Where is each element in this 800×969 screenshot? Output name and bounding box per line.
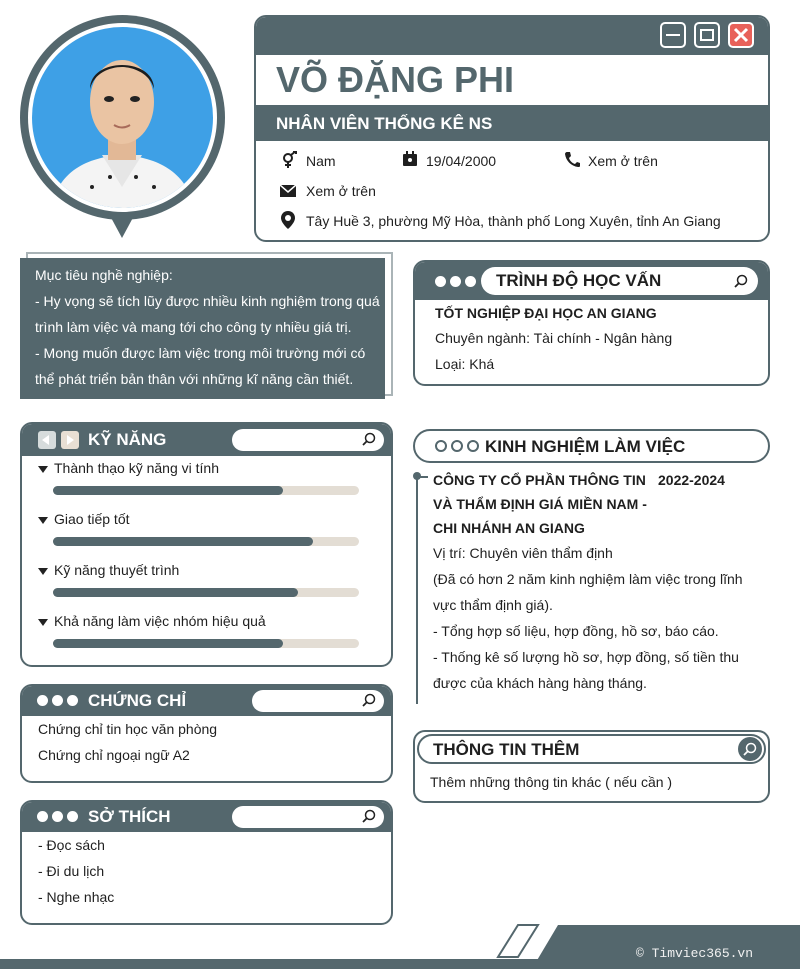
candidate-name: VÕ ĐẶNG PHI [276, 59, 515, 100]
search-icon [362, 432, 376, 446]
footer-watermark: © Timviec365.vn [636, 946, 754, 961]
skill-label: Kỹ năng thuyết trình [38, 562, 179, 578]
certificates-search-input[interactable] [252, 690, 384, 712]
skill-bar-fill [53, 588, 298, 597]
education-major: Chuyên ngành: Tài chính - Ngân hàng [435, 330, 673, 346]
skills-title: KỸ NĂNG [88, 430, 167, 449]
skill-bar-fill [53, 486, 283, 495]
education-card [413, 260, 770, 386]
experience-position: Vị trí: Chuyên viên thẩm định [433, 545, 613, 561]
education-school: TỐT NGHIỆP ĐẠI HỌC AN GIANG [435, 305, 657, 321]
experience-detail: vực thẩm định giá). [433, 597, 553, 613]
avatar-pointer [108, 212, 136, 238]
phone-value: Xem ở trên [588, 153, 658, 169]
window-dots [435, 276, 476, 287]
additional-title-bar [417, 734, 766, 764]
hobbies-search-input[interactable] [232, 806, 384, 828]
skill-bar-fill [53, 639, 283, 648]
skill-bar [53, 588, 359, 597]
birthday-value: 19/04/2000 [426, 153, 497, 169]
objective-box [20, 258, 385, 399]
job-title: NHÂN VIÊN THỐNG KÊ NS [276, 114, 493, 133]
objective-line: thể phát triển bản thân với những kĩ năng cần thiết. [35, 371, 354, 387]
additional-search-button[interactable] [738, 737, 762, 761]
additional-title: THÔNG TIN THÊM [433, 740, 580, 759]
window-dots [37, 811, 78, 822]
search-icon[interactable] [734, 274, 748, 288]
maximize-button[interactable] [694, 22, 720, 48]
header-card [254, 15, 770, 242]
certificate-item: Chứng chỉ tin học văn phòng [38, 721, 218, 737]
timeline-connector [418, 476, 428, 478]
email-value: Xem ở trên [306, 183, 376, 199]
skill-bar [53, 639, 359, 648]
skills-search-input[interactable] [232, 429, 384, 451]
certificates-card [20, 684, 393, 783]
hobbies-title: SỞ THÍCH [88, 807, 171, 826]
education-grade: Loại: Khá [435, 356, 495, 372]
experience-title: KINH NGHIỆM LÀM VIỆC [485, 437, 686, 456]
company-name: VÀ THẨM ĐỊNH GIÁ MIỀN NAM - [433, 496, 647, 512]
location-icon [281, 211, 295, 229]
experience-detail: được của khách hàng hàng tháng. [433, 675, 647, 691]
skill-label: Khả năng làm việc nhóm hiệu quả [38, 613, 266, 629]
skill-label: Giao tiếp tốt [38, 511, 130, 527]
window-dots [435, 440, 479, 452]
experience-detail: (Đã có hơn 2 năm kinh nghiệm làm việc trong lĩnh [433, 571, 743, 587]
objective-line: trình làm việc và mang tới cho công ty nhiều giá trị. [35, 319, 352, 335]
hobbies-card [20, 800, 393, 925]
phone-icon [564, 151, 581, 168]
skill-label: Thành thạo kỹ năng vi tính [38, 460, 219, 476]
window-dots [37, 695, 78, 706]
header-top-bar [256, 17, 768, 55]
back-arrow-icon[interactable] [38, 431, 56, 449]
gender-icon [280, 151, 298, 169]
objective-title: Mục tiêu nghề nghiệp: [35, 267, 173, 283]
timeline-line [416, 476, 418, 704]
address-value: Tây Huề 3, phường Mỹ Hòa, thành phố Long Xuyên, tỉnh An Giang [306, 213, 721, 229]
additional-card [413, 730, 770, 803]
experience-period: 2022-2024 [658, 472, 725, 488]
skill-bar-fill [53, 537, 313, 546]
skill-bar [53, 486, 359, 495]
search-icon [362, 693, 376, 707]
hobby-item: - Đi du lịch [38, 863, 105, 879]
skills-card [20, 422, 393, 667]
search-icon [743, 742, 757, 756]
additional-text: Thêm những thông tin khác ( nếu cần ) [430, 774, 673, 790]
experience-detail: - Thống kê số lượng hồ sơ, hợp đồng, số tiền thu [433, 649, 739, 665]
hobby-item: - Nghe nhạc [38, 889, 115, 905]
experience-detail: - Tổng hợp số liệu, hợp đồng, hồ sơ, báo cáo. [433, 623, 719, 639]
objective-line: - Hy vọng sẽ tích lũy được nhiều kinh nghiệm trong quá [35, 293, 380, 309]
company-name: CHI NHÁNH AN GIANG [433, 520, 585, 536]
email-icon [280, 185, 296, 197]
gender-value: Nam [306, 153, 336, 169]
close-icon [730, 24, 752, 46]
experience-title-box [413, 429, 770, 463]
close-button[interactable] [728, 22, 754, 48]
search-icon [362, 809, 376, 823]
hobby-item: - Đọc sách [38, 837, 105, 853]
education-title-pill [481, 267, 758, 295]
objective-line: - Mong muốn được làm việc trong môi trường mới có [35, 345, 366, 361]
avatar [28, 23, 217, 212]
company-name: CÔNG TY CỔ PHẦN THÔNG TIN [433, 472, 646, 488]
calendar-icon [402, 151, 418, 167]
certificate-item: Chứng chỉ ngoại ngữ A2 [38, 747, 190, 763]
minimize-button[interactable] [660, 22, 686, 48]
forward-arrow-icon[interactable] [61, 431, 79, 449]
skill-bar [53, 537, 359, 546]
certificates-title: CHỨNG CHỈ [88, 691, 187, 710]
education-title: TRÌNH ĐỘ HỌC VẤN [496, 271, 662, 290]
